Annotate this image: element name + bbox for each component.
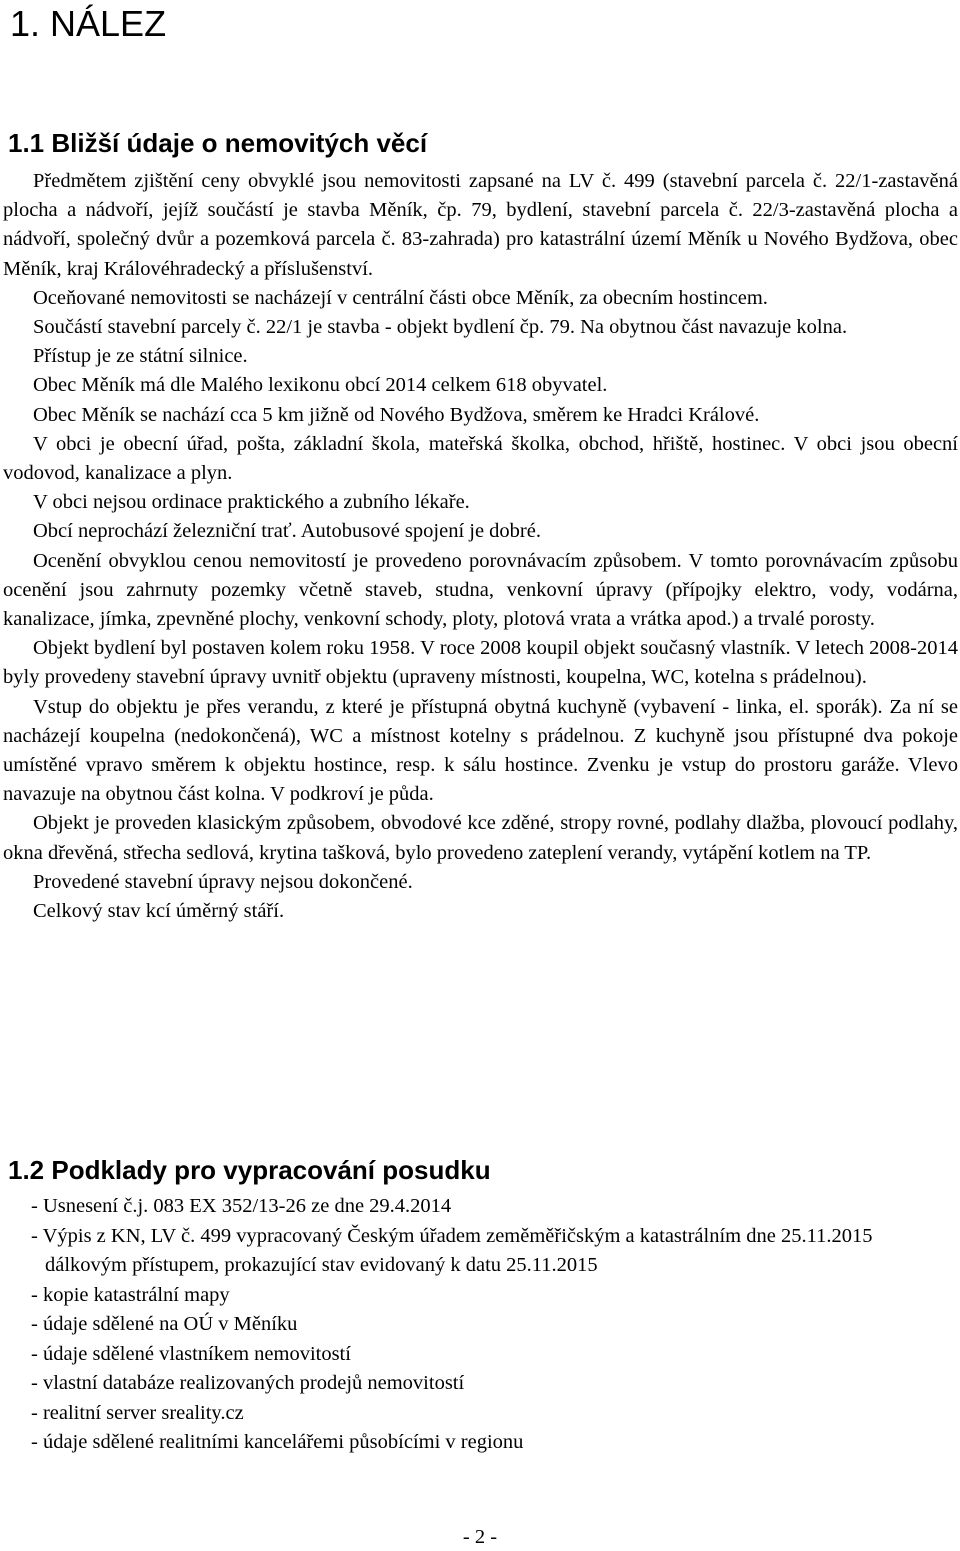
paragraph: V obci je obecní úřad, pošta, základní škola, mateřská školka, obchod, hřiště, hostinec. V obci jsou obecní vodovod, kanalizace a plyn. [3, 432, 958, 485]
paragraph: Celkový stav kcí úměrný stáří. [33, 900, 285, 923]
sources-list [31, 1192, 959, 1458]
list-item: - kopie katastrální mapy [31, 1283, 230, 1306]
list-item: - Výpis z KN, LV č. 499 vypracovaný Českým úřadem zeměměřičským a katastrálním dne 25.11.2015 dálkovým přístupem, prokazující stav evidovaný k datu 25.11.2015 [31, 1224, 873, 1276]
page-number: - 2 - [462, 1526, 498, 1548]
section-heading-property-details: 1.1 Bližší údaje o nemovitých věcí [8, 128, 428, 158]
list-item: - realitní server sreality.cz [31, 1401, 244, 1424]
paragraph: Obcí neprochází železniční trať. Autobusové spojení je dobré. [33, 520, 541, 543]
paragraph: Oceňované nemovitosti se nacházejí v centrální části obce Měník, za obecním hostincem. [33, 286, 768, 309]
paragraph: Objekt bydlení byl postaven kolem roku 1958. V roce 2008 koupil objekt současný vlastník. V letech 2008-2014 byly provedeny stavební úpravy uvnitř objektu (upraveny místnosti, koupelna, WC, kotelna s prádelnou). [3, 637, 958, 689]
paragraph: Předmětem zjištění ceny obvyklé jsou nemovitosti zapsané na LV č. 499 (stavební parcela č. 22/1-zastavěná plocha a nádvoří, jejíž součástí je stavba Měník, čp. 79, bydlení, stavební parcela č. 22/3-zastavěná plocha a nádvoří, společný dvůr a pozemková parcela č. 83-zahrada) pro katastrální území Měník u Nového Bydžova, obec Měník, kraj Královéhradecký a příslušenství. [3, 170, 958, 280]
page-title: 1. NÁLEZ [10, 3, 167, 44]
property-description [3, 167, 958, 926]
paragraph: V obci nejsou ordinace praktického a zubního lékaře. [33, 491, 470, 514]
list-item: - údaje sdělené na OÚ v Měníku [31, 1313, 298, 1335]
paragraph: Součástí stavební parcely č. 22/1 je stavba - objekt bydlení čp. 79. Na obytnou část navazuje kolna. [33, 316, 848, 339]
paragraph: Obec Měník má dle Malého lexikonu obcí 2014 celkem 618 obyvatel. [33, 374, 608, 397]
paragraph: Objekt je proveden klasickým způsobem, obvodové kce zděné, stropy rovné, podlahy dlažba, plovoucí podlahy, okna dřevěná, střecha sedlová, krytina tašková, bylo provedeno zateplení verandy, vytápění kotlem na TP. [3, 812, 958, 864]
section-heading-sources: 1.2 Podklady pro vypracování posudku [8, 1155, 491, 1185]
list-item: - Usnesení č.j. 083 EX 352/13-26 ze dne 29.4.2014 [31, 1195, 452, 1217]
list-item: - údaje sdělené realitními kancelářemi působícími v regionu [31, 1431, 524, 1453]
paragraph: Ocenění obvyklou cenou nemovitostí je provedeno porovnávacím způsobem. V tomto porovnávacím způsobu ocenění jsou zahrnuty pozemky včetně staveb, studna, venkovní úpravy (přípojky elektro, vody, vodárna, kanalizace, jímka, zpevněné plochy, venkovní schody, ploty, plotová vrata a vrátka apod.) a trvalé porosty. [3, 549, 958, 631]
paragraph: Provedené stavební úpravy nejsou dokončené. [33, 870, 413, 893]
list-item: - vlastní databáze realizovaných prodejů nemovitostí [31, 1372, 465, 1394]
list-item: - údaje sdělené vlastníkem nemovitostí [31, 1342, 351, 1365]
paragraph: Vstup do objektu je přes verandu, z které je přístupná obytná kuchyně (vybavení - linka, el. sporák). Za ní se nacházejí koupelna (nedokončená), WC a místnost kotelny s prádelnou. Z kuchyně jsou přístupné dva pokoje umístěné vpravo směrem k objektu hostince, resp. k sálu hostince. Zvenku je vstup do prostoru garáže. Vlevo navazuje na obytnou část kolna. V podkroví je půda. [3, 695, 958, 806]
paragraph: Přístup je ze státní silnice. [33, 345, 248, 368]
paragraph: Obec Měník se nachází cca 5 km jižně od Nového Bydžova, směrem ke Hradci Králové. [33, 403, 760, 426]
